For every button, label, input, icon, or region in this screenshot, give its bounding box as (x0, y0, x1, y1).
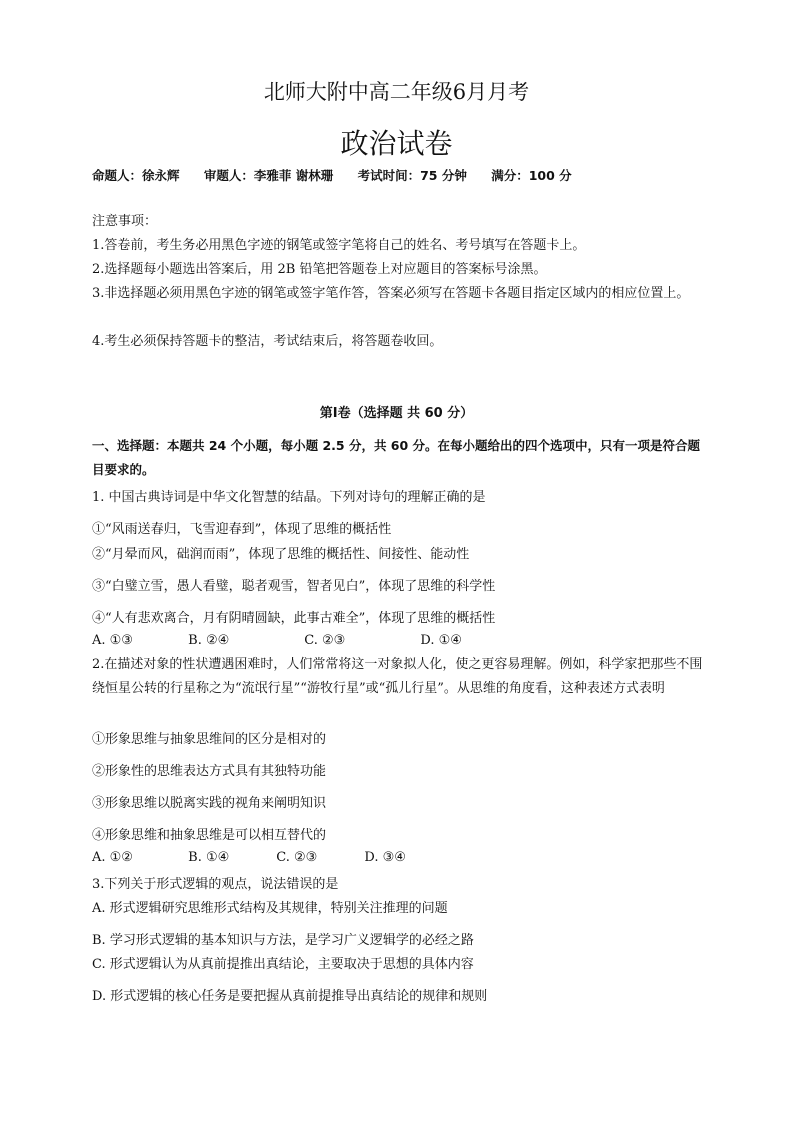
section-title: 第Ⅰ卷（选择题 共 60 分） (319, 406, 474, 421)
reviewer: 审题人：李雅菲 谢林珊 (203, 168, 334, 183)
subject-title: 政治试卷 (340, 127, 453, 160)
q2-item-4: ④形象思维和抽象思维是可以相互替代的 (92, 828, 327, 843)
exam-meta (92, 166, 592, 184)
q1-options (92, 633, 462, 648)
question-2-stem: 2.在描述对象的性状遭遇困难时，人们常常将这一对象拟人化，使之更容易理解。例如，科学家把那些不围绕恒星公转的行星称之为“流氓行星”“游牧行星”或“孤儿行星”。从思维的角度看，这种表述方式表明 (92, 657, 703, 696)
q2-option-c: C. ②③ (276, 850, 318, 865)
note-item-2: 2.选择题每小题选出答案后，用 2B 铅笔把答题卷上对应题目的答案标号涂黑。 (92, 262, 547, 277)
q1-item-1: ①“风雨送春归，飞雪迎春到”，体现了思维的概括性 (92, 522, 392, 537)
full-score: 满分：100 分 (491, 168, 572, 183)
q1-option-a: A. ①③ (92, 633, 133, 648)
q2-option-a: A. ①② (92, 850, 133, 865)
q2-item-3: ③形象思维以脱离实践的视角来阐明知识 (92, 796, 327, 811)
section-instruction: 一、选择题：本题共 24 个小题，每小题 2.5 分，共 60 分。在每小题给出的四个选项中，只有一项是符合题目要求的。 (92, 438, 701, 477)
setter: 命题人：徐永辉 (92, 168, 180, 183)
note-item-3: 3.非选择题必须用黑色字迹的钢笔或签字笔作答，答案必须写在答题卡各题目指定区域内的相应位置上。 (92, 286, 690, 301)
q2-item-1: ①形象思维与抽象思维间的区分是相对的 (92, 732, 327, 747)
q1-item-4: ④“人有悲欢离合，月有阴晴圆缺，此事古难全”，体现了思维的概括性 (92, 611, 496, 626)
q1-item-3: ③“白璧立雪，愚人看璧，聪者观雪，智者见白”，体现了思维的科学性 (92, 579, 496, 594)
question-1-stem: 1. 中国古典诗词是中华文化智慧的结晶。下列对诗句的理解正确的是 (92, 490, 486, 505)
question-3-stem: 3.下列关于形式逻辑的观点，说法错误的是 (92, 877, 339, 892)
exam-time: 考试时间：75 分钟 (357, 168, 467, 183)
q3-option-a: A. 形式逻辑研究思维形式结构及其规律，特别关注推理的问题 (92, 901, 448, 916)
note-item-1: 1.答卷前，考生务必用黑色字迹的钢笔或签字笔将自己的姓名、考号填写在答题卡上。 (92, 238, 586, 253)
q2-option-b: B. ①④ (188, 850, 230, 865)
q1-item-2: ②“月晕而风，础润而雨”，体现了思维的概括性、间接性、能动性 (92, 547, 470, 562)
note-item-4: 4.考生必须保持答题卡的整洁，考试结束后，将答题卷收回。 (92, 334, 443, 349)
q1-option-d: D. ①④ (420, 633, 462, 648)
school-title: 北师大附中高二年级6月月考 (263, 80, 530, 104)
q1-option-b: B. ②④ (188, 633, 230, 648)
q2-options (92, 850, 406, 865)
notes-heading: 注意事项： (92, 214, 158, 229)
q2-item-2: ②形象性的思维表达方式具有其独特功能 (92, 764, 327, 779)
q3-option-d: D. 形式逻辑的核心任务是要把握从真前提推导出真结论的规律和规则 (92, 989, 488, 1004)
q1-option-c: C. ②③ (304, 633, 346, 648)
q3-option-b: B. 学习形式逻辑的基本知识与方法，是学习广义逻辑学的必经之路 (92, 933, 474, 948)
q2-option-d: D. ③④ (364, 850, 406, 865)
q3-option-c: C. 形式逻辑认为从真前提推出真结论，主要取决于思想的具体内容 (92, 957, 474, 972)
